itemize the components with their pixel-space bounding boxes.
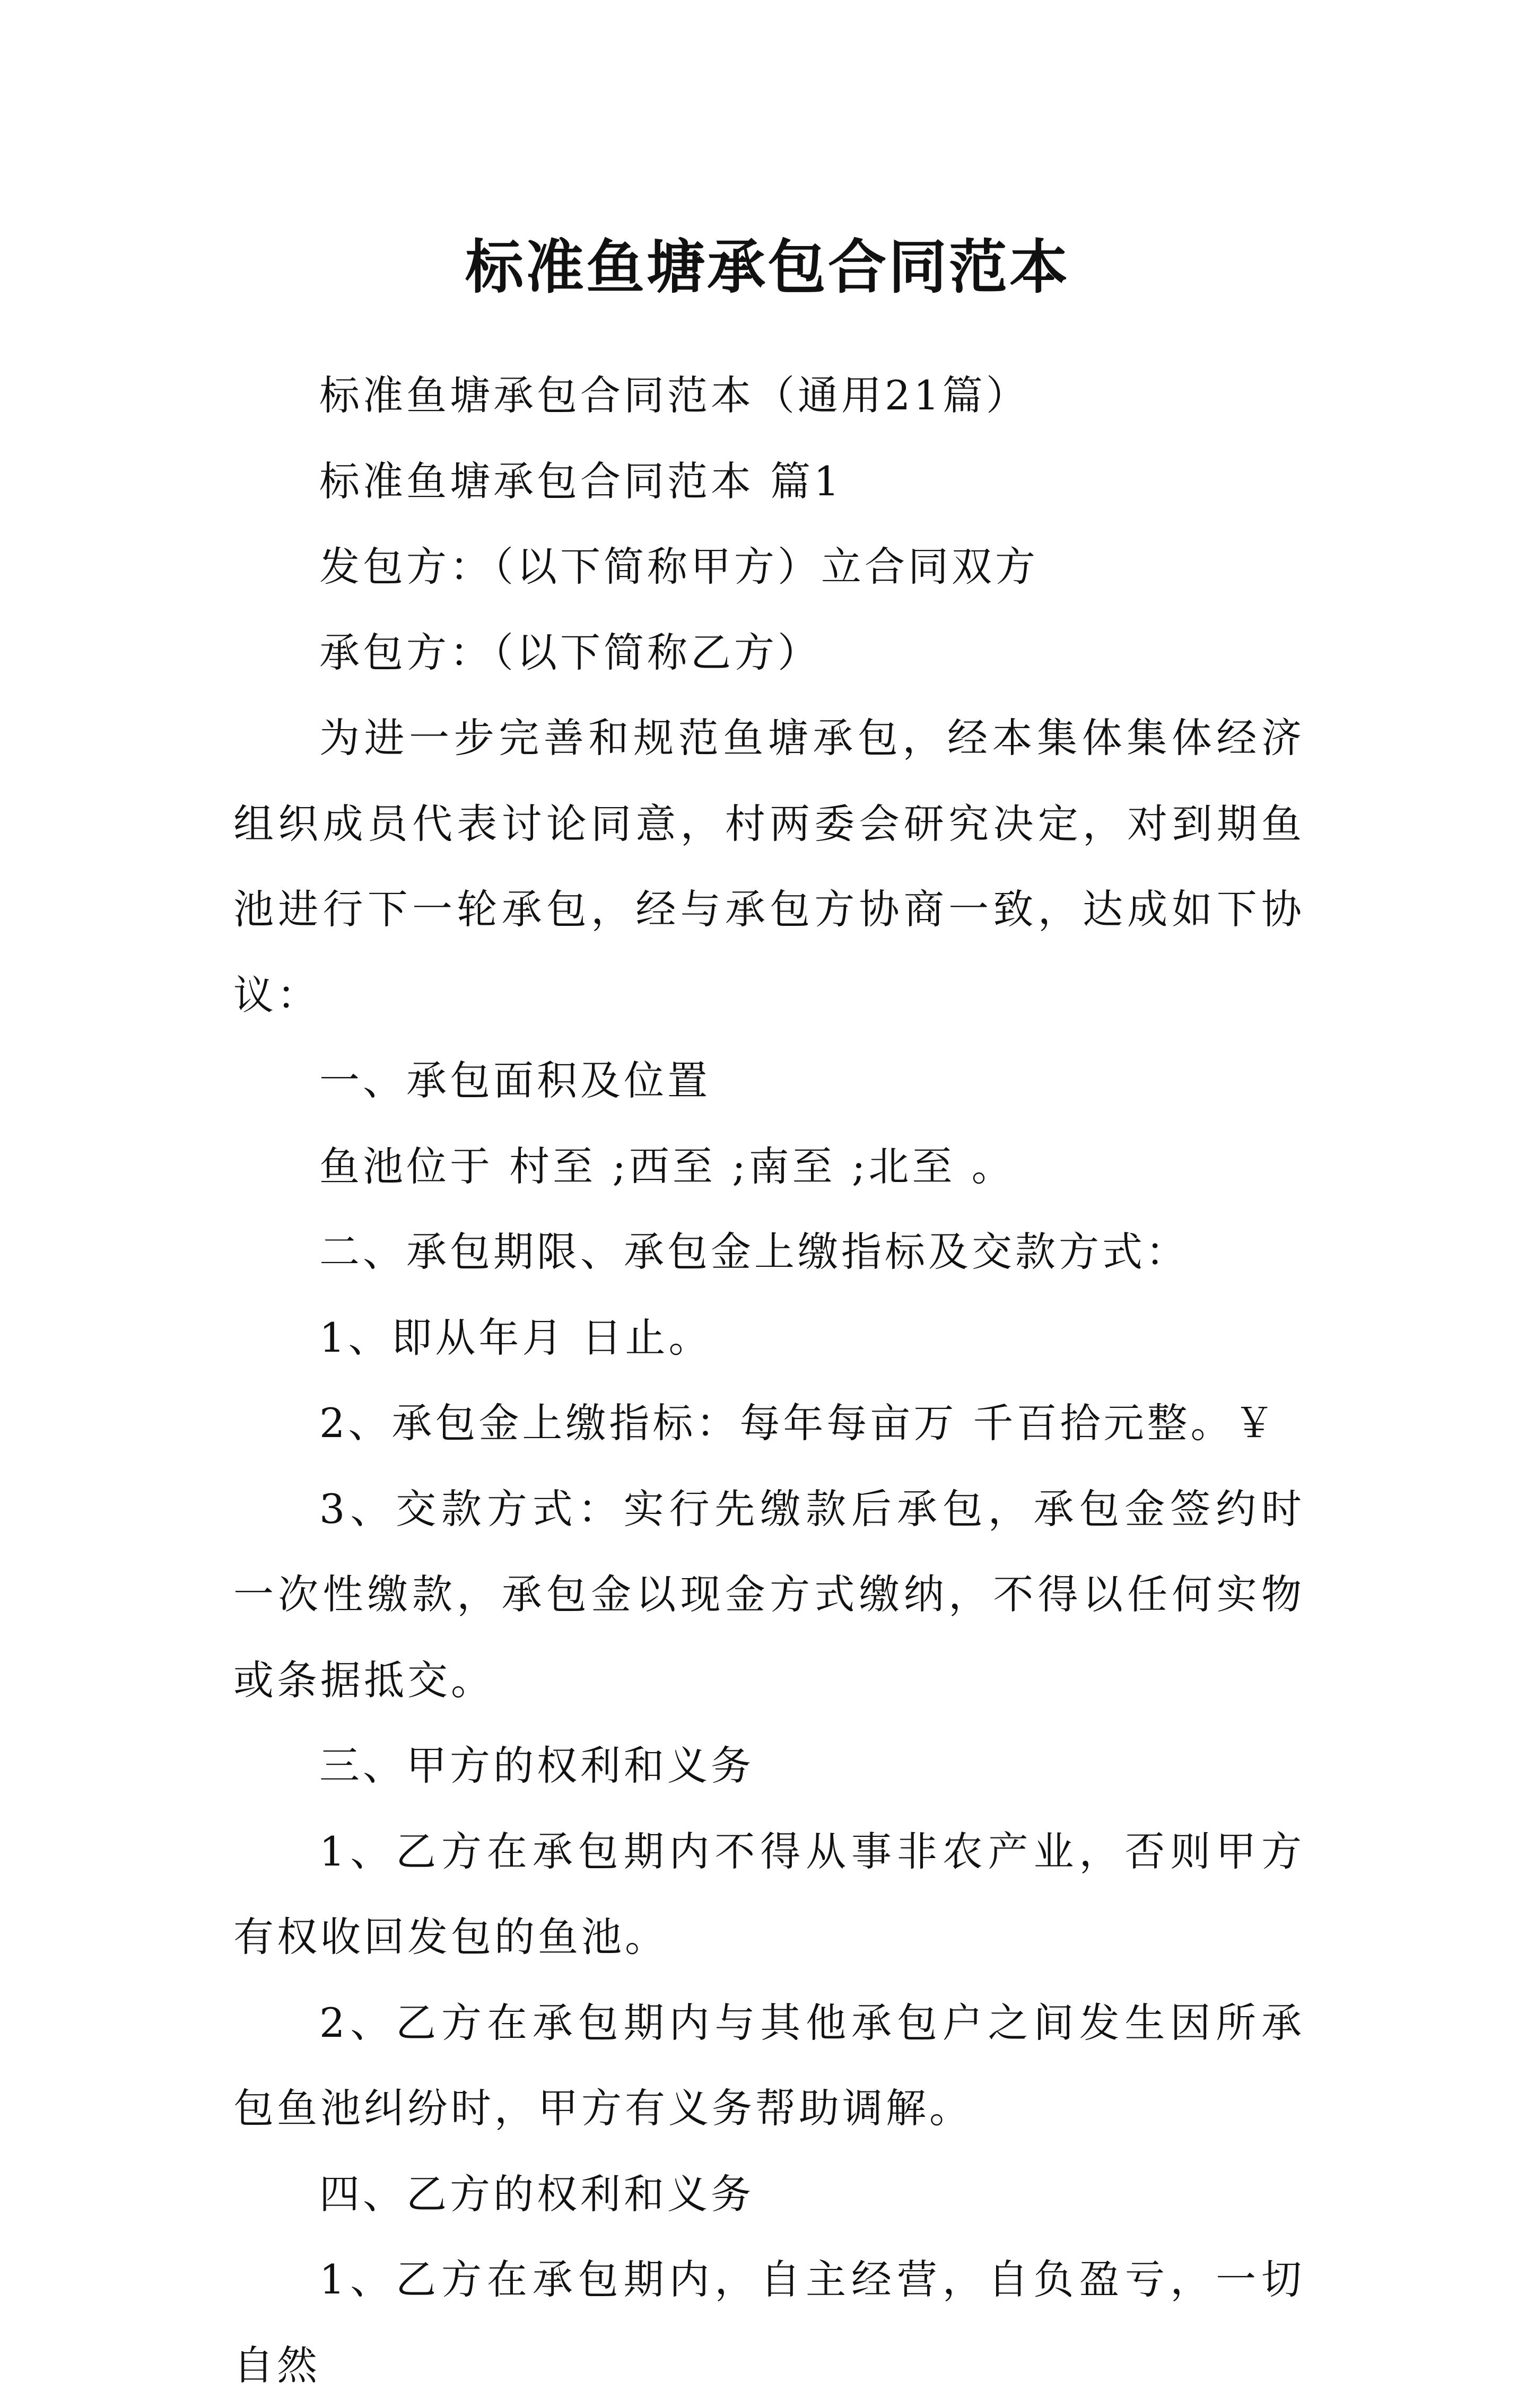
paragraph-heading-1: 一、承包面积及位置	[319, 1057, 711, 1104]
paragraph-party-a-right-2: 2、乙方在承包期内与其他承包户之间发生因所承包鱼池纠纷时，甲方有义务帮助调解。	[233, 1999, 1305, 2132]
paragraph-payment: 3、交款方式：实行先缴款后承包，承包金签约时一次性缴款，承包金以现金方式缴纳，不得以任何实物或条据抵交。	[233, 1485, 1305, 1704]
paragraph-fee: 2、承包金上缴指标：每年每亩万 千百拾元整。￥	[319, 1399, 1278, 1447]
paragraph-party-b-right-1: 1、乙方在承包期内，自主经营，自负盈亏，一切自然	[233, 2256, 1305, 2389]
paragraph-party-a: 发包方：（以下简称甲方）立合同双方	[319, 543, 1039, 590]
document-body	[233, 353, 1305, 2408]
paragraph-section-heading: 标准鱼塘承包合同范本 篇1	[319, 457, 843, 505]
paragraph-heading-2: 二、承包期限、承包金上缴指标及交款方式：	[319, 1228, 1189, 1275]
paragraph-party-a-right-1: 1、乙方在承包期内不得从事非农产业，否则甲方有权收回发包的鱼池。	[233, 1827, 1305, 1960]
paragraph-heading-3: 三、甲方的权利和义务	[319, 1742, 754, 1789]
paragraph-location: 鱼池位于 村至 ;西至 ;南至 ;北至 。	[319, 1142, 1015, 1190]
paragraph-party-b: 承包方：（以下简称乙方）	[319, 628, 821, 676]
paragraph-preamble: 为进一步完善和规范鱼塘承包，经本集体集体经济组织成员代表讨论同意，村两委会研究决定，对到期鱼池进行下一轮承包，经与承包方协商一致，达成如下协议：	[233, 714, 1305, 1019]
paragraph-subtitle: 标准鱼塘承包合同范本（通用21篇）	[319, 372, 1030, 419]
paragraph-heading-4: 四、乙方的权利和义务	[319, 2170, 754, 2218]
document-title: 标准鱼塘承包合同范本	[465, 232, 1070, 301]
paragraph-term: 1、即从年月 日止。	[319, 1314, 712, 1361]
